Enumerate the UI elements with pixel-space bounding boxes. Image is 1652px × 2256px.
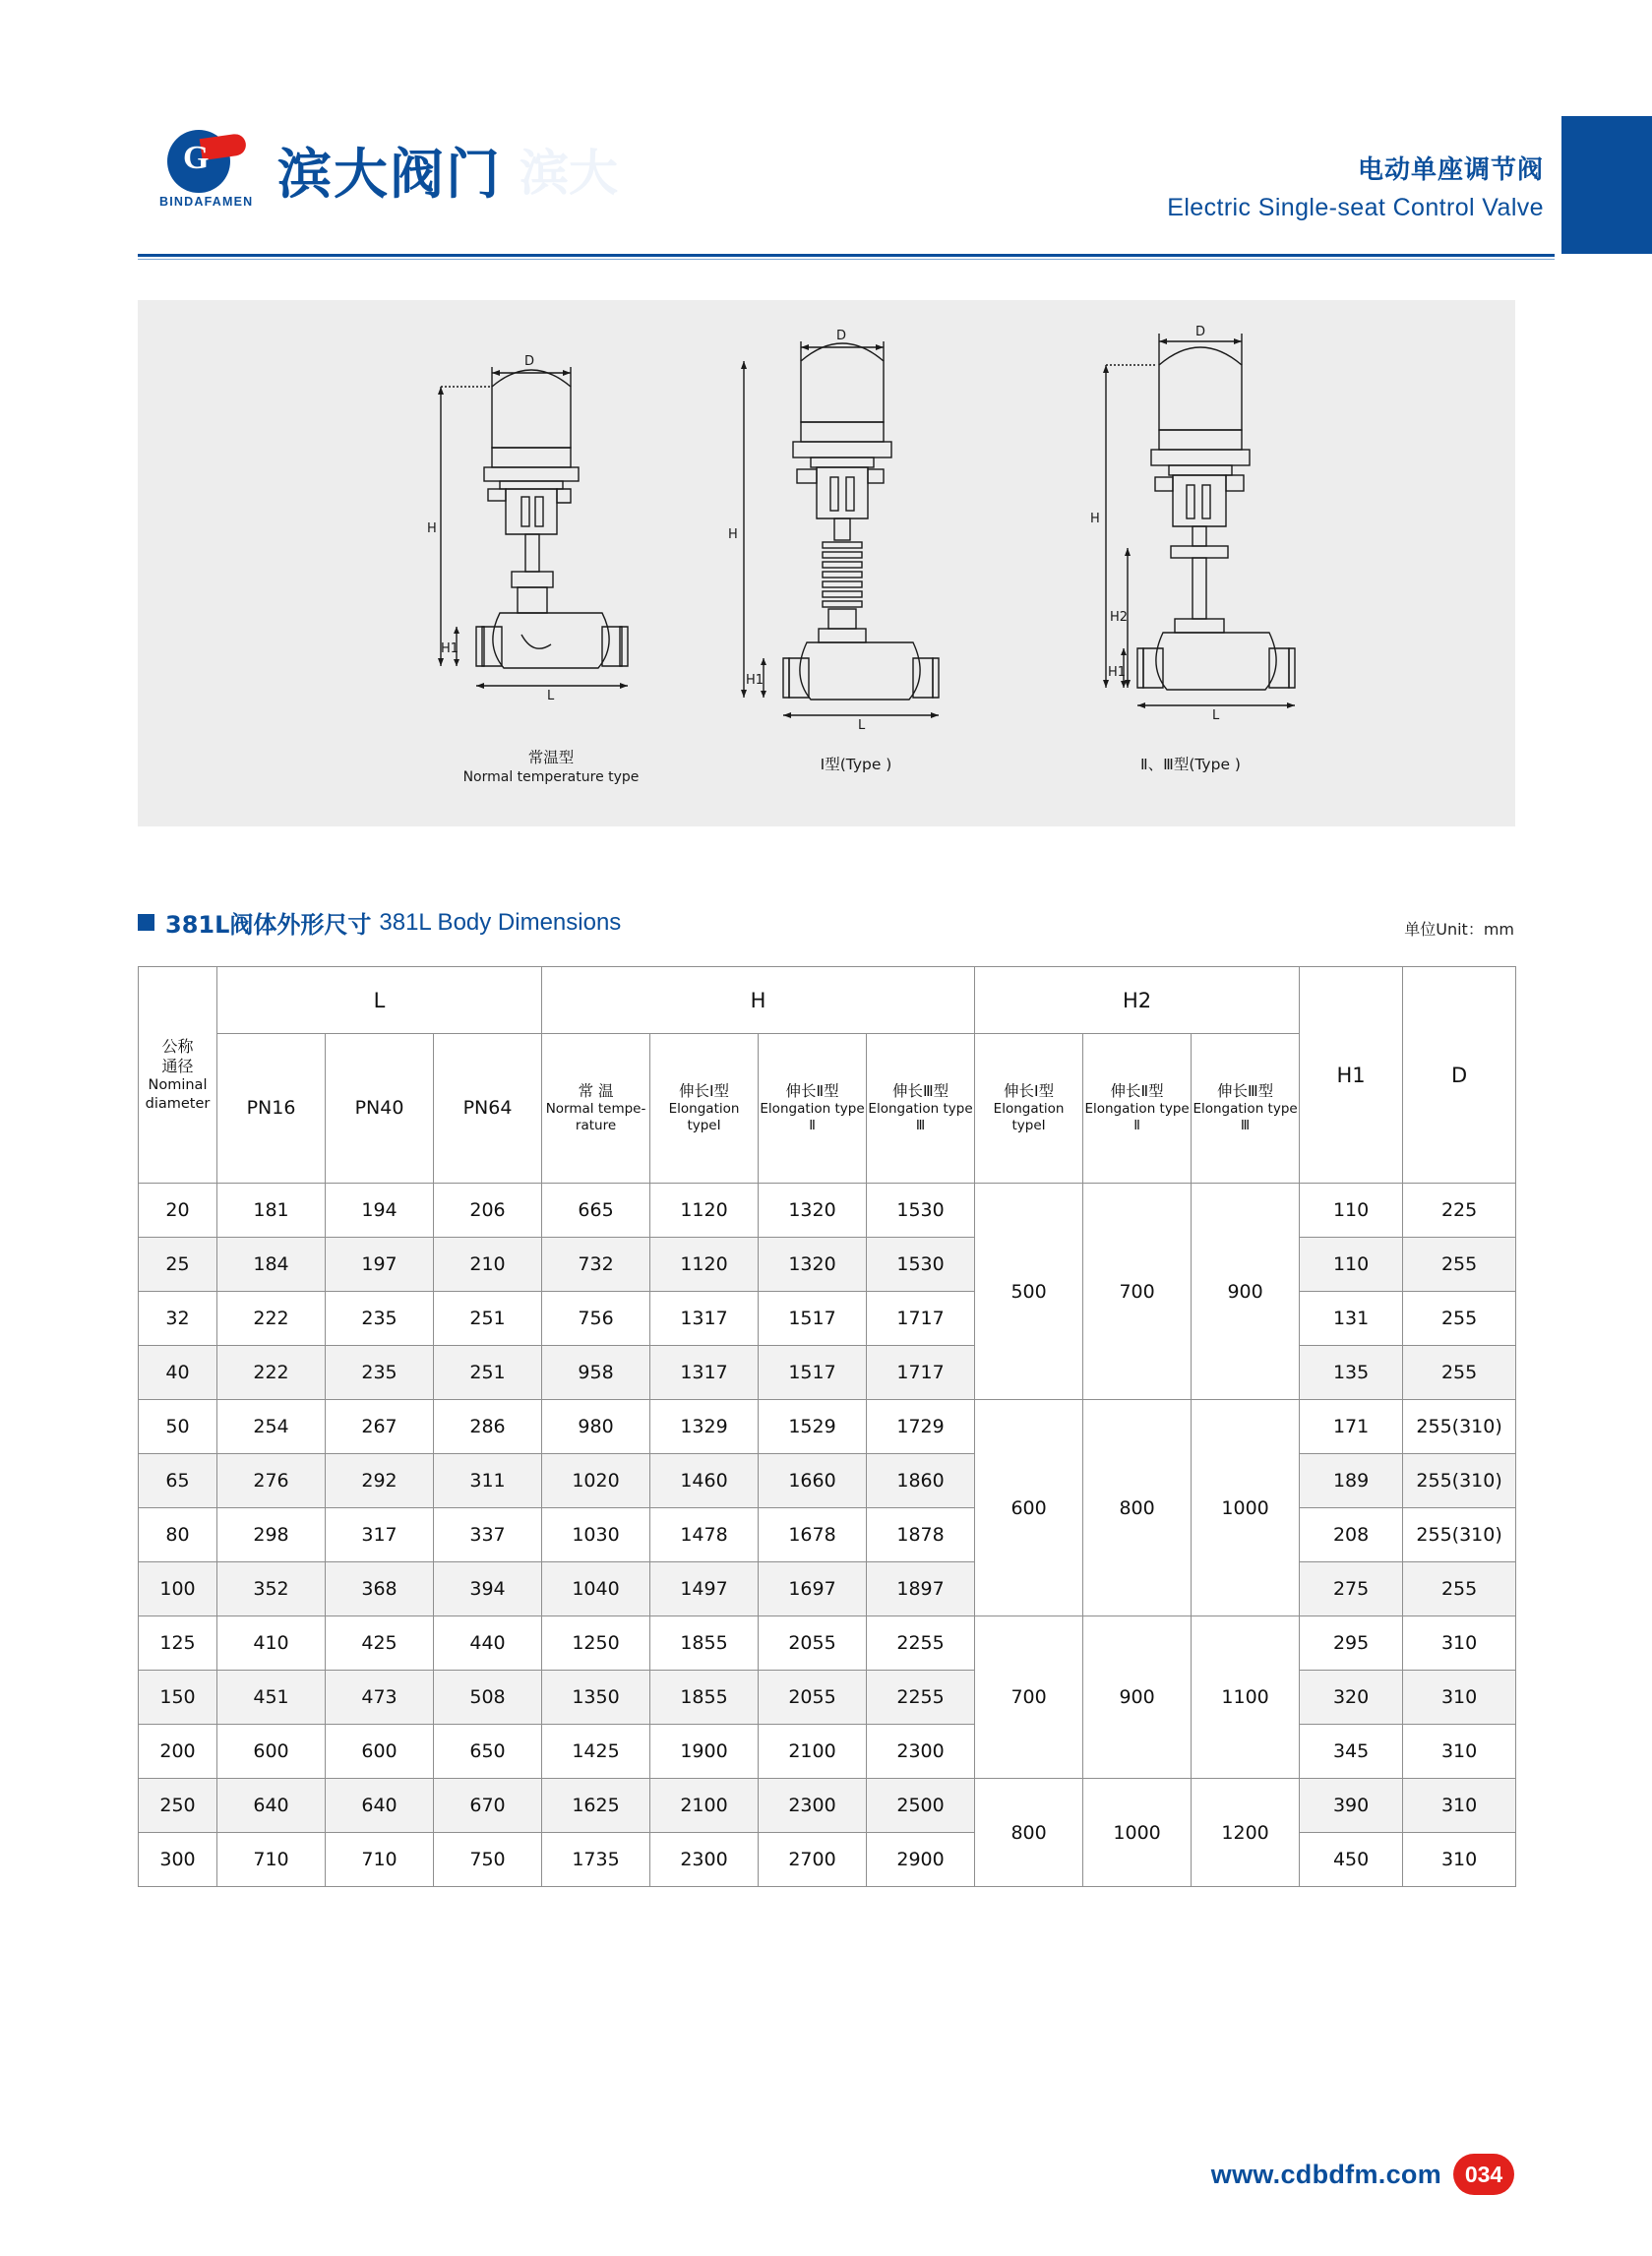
header-h-elong2-cn: 伸长Ⅱ型 [785,1081,839,1100]
cell-nominal-diameter: 32 [139,1292,217,1346]
header-blue-block [1561,116,1652,254]
cell-H-elong3: 2255 [867,1616,975,1671]
header-h-elong2 [759,1034,867,1184]
cell-L-pn40: 317 [326,1508,434,1562]
cell-nominal-diameter: 100 [139,1562,217,1616]
figure-caption-2 [738,755,974,775]
header-h-elong1-en: Elongation typeⅠ [668,1101,740,1134]
cell-H-elong3: 1878 [867,1508,975,1562]
section-title [138,905,621,940]
svg-text:D: D [1195,325,1206,339]
cell-H1: 135 [1300,1346,1403,1400]
cell-H2-elong1: 600 [975,1400,1083,1616]
cell-H-elong3: 1717 [867,1292,975,1346]
cell-H-elong3: 1530 [867,1184,975,1238]
header-group-H2: H2 [975,967,1300,1034]
cell-H2-elong1: 800 [975,1779,1083,1887]
header-nominal-cn2: 通径 [161,1057,194,1076]
cell-H1: 189 [1300,1454,1403,1508]
cell-D: 255 [1403,1292,1516,1346]
page-header [0,0,1652,264]
cell-H-elong1: 1120 [650,1238,759,1292]
cell-H-elong2: 2300 [759,1779,867,1833]
cell-L-pn64: 750 [434,1833,542,1887]
cell-H1: 320 [1300,1671,1403,1725]
header-h-normal-en: Normal tempe-rature [545,1101,646,1134]
cell-L-pn16: 352 [217,1562,326,1616]
cell-L-pn16: 710 [217,1833,326,1887]
cell-L-pn64: 210 [434,1238,542,1292]
table-row [139,1400,1516,1454]
logo-brand-en: BINDAFAMEN [159,195,254,209]
unit-note: 单位Unit：mm [1404,920,1514,939]
cell-nominal-diameter: 200 [139,1725,217,1779]
cell-L-pn40: 368 [326,1562,434,1616]
cell-L-pn64: 206 [434,1184,542,1238]
cell-nominal-diameter: 80 [139,1508,217,1562]
cell-L-pn40: 425 [326,1616,434,1671]
cell-H-elong1: 1120 [650,1184,759,1238]
header-pn40 [326,1034,434,1184]
cell-L-pn40: 640 [326,1779,434,1833]
cell-H1: 110 [1300,1238,1403,1292]
cell-L-pn16: 451 [217,1671,326,1725]
cell-D: 225 [1403,1184,1516,1238]
dimensions-table [138,966,1516,1887]
cell-H-normal: 732 [542,1238,650,1292]
cell-L-pn64: 394 [434,1562,542,1616]
cell-L-pn40: 473 [326,1671,434,1725]
cell-H-elong3: 1897 [867,1562,975,1616]
cell-H2-elong2: 700 [1083,1184,1192,1400]
header-pn40-label: PN40 [354,1096,404,1119]
cell-L-pn40: 267 [326,1400,434,1454]
cell-H2-elong3: 900 [1192,1184,1300,1400]
cell-H1: 171 [1300,1400,1403,1454]
header-h-elong3 [867,1034,975,1184]
cell-H1: 275 [1300,1562,1403,1616]
section-bullet-icon [138,914,154,931]
company-logo [157,126,618,213]
cell-H-elong1: 2100 [650,1779,759,1833]
cell-L-pn64: 337 [434,1508,542,1562]
cell-H-normal: 1735 [542,1833,650,1887]
cell-H-normal: 1020 [542,1454,650,1508]
dimensions-table-body [139,1184,1516,1887]
header-h-elong2-en: Elongation type Ⅱ [760,1101,865,1134]
cell-nominal-diameter: 25 [139,1238,217,1292]
cell-L-pn16: 184 [217,1238,326,1292]
cell-H-elong1: 1855 [650,1671,759,1725]
table-row [139,1508,1516,1562]
cell-H-elong2: 2100 [759,1725,867,1779]
cell-nominal-diameter: 65 [139,1454,217,1508]
header-h-normal [542,1034,650,1184]
cell-H-elong1: 1317 [650,1292,759,1346]
svg-text:H1: H1 [746,673,765,688]
page-footer [1211,2154,1514,2195]
svg-text:H1: H1 [441,641,459,656]
figure-caption-3 [1053,755,1328,775]
cell-H2-elong2: 900 [1083,1616,1192,1779]
cell-L-pn64: 670 [434,1779,542,1833]
header-group-H: H [542,967,975,1034]
table-row [139,1454,1516,1508]
cell-H-normal: 1250 [542,1616,650,1671]
cell-nominal-diameter: 20 [139,1184,217,1238]
header-h-normal-cn: 常 温 [578,1081,614,1100]
cell-L-pn16: 181 [217,1184,326,1238]
table-row [139,1184,1516,1238]
cell-H1: 295 [1300,1616,1403,1671]
header-pn64 [434,1034,542,1184]
cell-L-pn64: 440 [434,1616,542,1671]
cell-H-elong2: 1320 [759,1238,867,1292]
cell-H2-elong2: 1000 [1083,1779,1192,1887]
cell-H-elong1: 1329 [650,1400,759,1454]
cell-L-pn64: 650 [434,1725,542,1779]
figure-caption-1-en: Normal temperature type [462,768,640,785]
cell-H1: 208 [1300,1508,1403,1562]
table-row [139,1346,1516,1400]
cell-D: 310 [1403,1833,1516,1887]
cell-L-pn64: 508 [434,1671,542,1725]
cell-H-elong1: 1478 [650,1508,759,1562]
cell-D: 255 [1403,1562,1516,1616]
cell-H-normal: 1040 [542,1562,650,1616]
cell-H-elong3: 2300 [867,1725,975,1779]
logo-brand-watermark: 滨大 [520,145,619,202]
cell-H-elong2: 2055 [759,1671,867,1725]
cell-H1: 390 [1300,1779,1403,1833]
cell-H-elong2: 1517 [759,1346,867,1400]
header-title [1167,150,1544,222]
cell-H-elong1: 2300 [650,1833,759,1887]
svg-text:L: L [1212,708,1220,723]
cell-L-pn40: 235 [326,1346,434,1400]
cell-L-pn64: 251 [434,1346,542,1400]
cell-D: 255(310) [1403,1508,1516,1562]
header-pn16 [217,1034,326,1184]
table-row [139,1833,1516,1887]
cell-L-pn64: 286 [434,1400,542,1454]
cell-H2-elong3: 1100 [1192,1616,1300,1779]
cell-L-pn40: 235 [326,1292,434,1346]
valve-drawings-svg [138,300,1515,826]
cell-nominal-diameter: 50 [139,1400,217,1454]
cell-H2-elong2: 800 [1083,1400,1192,1616]
cell-H-elong3: 2500 [867,1779,975,1833]
cell-H-elong2: 1320 [759,1184,867,1238]
cell-H1: 450 [1300,1833,1403,1887]
section-title-cn: 381L阀体外形尺寸 [165,911,372,939]
cell-L-pn64: 311 [434,1454,542,1508]
table-row [139,1562,1516,1616]
cell-H2-elong1: 500 [975,1184,1083,1400]
cell-H-elong1: 1855 [650,1616,759,1671]
table-row [139,1671,1516,1725]
cell-H-elong2: 1517 [759,1292,867,1346]
dimensions-table-wrap [138,966,1515,1887]
cell-H-elong2: 2700 [759,1833,867,1887]
table-row [139,1725,1516,1779]
cell-L-pn16: 276 [217,1454,326,1508]
cell-D: 255(310) [1403,1400,1516,1454]
page-number-badge: 034 [1453,2154,1514,2195]
header-h2-elong2-en: Elongation type Ⅱ [1084,1101,1190,1134]
cell-L-pn16: 298 [217,1508,326,1562]
header-h2-elong3-en: Elongation type Ⅲ [1193,1101,1298,1134]
cell-H-elong2: 1660 [759,1454,867,1508]
svg-text:D: D [524,354,535,369]
cell-L-pn16: 222 [217,1346,326,1400]
cell-H-elong1: 1317 [650,1346,759,1400]
cell-nominal-diameter: 40 [139,1346,217,1400]
cell-H-elong2: 1529 [759,1400,867,1454]
header-h2-elong2-cn: 伸长Ⅱ型 [1110,1081,1164,1100]
cell-H-elong2: 1697 [759,1562,867,1616]
cell-H-normal: 1625 [542,1779,650,1833]
figure-caption-1-cn: 常温型 [527,749,575,766]
header-nominal-en1: Nominal [148,1077,208,1094]
cell-L-pn40: 197 [326,1238,434,1292]
table-row [139,1616,1516,1671]
cell-nominal-diameter: 300 [139,1833,217,1887]
cell-L-pn64: 251 [434,1292,542,1346]
cell-H-normal: 1425 [542,1725,650,1779]
cell-H-normal: 958 [542,1346,650,1400]
cell-L-pn40: 194 [326,1184,434,1238]
cell-H-normal: 1030 [542,1508,650,1562]
cell-L-pn40: 710 [326,1833,434,1887]
cell-H-elong2: 2055 [759,1616,867,1671]
logo-mark-icon [157,126,264,213]
header-h2-elong2 [1083,1034,1192,1184]
header-title-en: Electric Single-seat Control Valve [1167,194,1544,221]
header-h2-elong1 [975,1034,1083,1184]
cell-D: 255 [1403,1238,1516,1292]
cell-H-elong3: 1860 [867,1454,975,1508]
cell-H-elong1: 1497 [650,1562,759,1616]
header-nominal-diameter [139,967,217,1184]
cell-nominal-diameter: 250 [139,1779,217,1833]
cell-D: 255(310) [1403,1454,1516,1508]
cell-D: 255 [1403,1346,1516,1400]
header-group-L: L [217,967,542,1034]
svg-text:H: H [427,521,437,536]
header-h-elong1-cn: 伸长Ⅰ型 [678,1081,730,1100]
cell-H-elong1: 1460 [650,1454,759,1508]
figure-caption-2-cn: Ⅰ型(Type ) [820,756,892,773]
header-h-elong3-cn: 伸长Ⅲ型 [891,1081,949,1100]
header-group-D: D [1403,967,1516,1184]
cell-H-normal: 665 [542,1184,650,1238]
header-pn16-label: PN16 [246,1096,296,1119]
cell-L-pn16: 640 [217,1779,326,1833]
svg-text:L: L [547,689,555,703]
header-group-H1: H1 [1300,967,1403,1184]
table-row [139,1238,1516,1292]
cell-L-pn40: 600 [326,1725,434,1779]
table-row [139,1292,1516,1346]
section-title-en: 381L Body Dimensions [379,908,622,936]
header-h2-elong1-cn: 伸长Ⅰ型 [1004,1081,1055,1100]
cell-H-elong3: 1717 [867,1346,975,1400]
cell-nominal-diameter: 125 [139,1616,217,1671]
figure-caption-1 [433,748,669,787]
header-h-elong3-en: Elongation type Ⅲ [868,1101,973,1134]
cell-D: 310 [1403,1616,1516,1671]
header-title-cn: 电动单座调节阀 [1357,155,1544,185]
header-nominal-en2: diameter [145,1095,211,1112]
cell-D: 310 [1403,1779,1516,1833]
cell-D: 310 [1403,1671,1516,1725]
header-nominal-cn1: 公称 [161,1037,194,1057]
cell-H-elong1: 1900 [650,1725,759,1779]
svg-text:H: H [728,527,738,542]
cell-L-pn16: 254 [217,1400,326,1454]
header-divider [138,254,1555,257]
header-h2-elong1-en: Elongation typeⅠ [993,1101,1065,1134]
cell-L-pn16: 222 [217,1292,326,1346]
cell-H-elong2: 1678 [759,1508,867,1562]
logo-letter: G [183,140,210,176]
cell-H2-elong3: 1000 [1192,1400,1300,1616]
cell-H-elong3: 2900 [867,1833,975,1887]
svg-text:H: H [1090,512,1100,526]
header-h-elong1 [650,1034,759,1184]
header-pn64-label: PN64 [462,1096,513,1119]
cell-H-normal: 980 [542,1400,650,1454]
svg-text:D: D [836,329,847,343]
cell-H-normal: 1350 [542,1671,650,1725]
cell-H2-elong3: 1200 [1192,1779,1300,1887]
cell-H-elong3: 2255 [867,1671,975,1725]
cell-H-elong3: 1729 [867,1400,975,1454]
footer-url[interactable]: www.cdbdfm.com [1210,2159,1441,2189]
header-h2-elong3 [1192,1034,1300,1184]
logo-brand-cn: 滨大阀门 [277,142,503,206]
cell-H-normal: 756 [542,1292,650,1346]
cell-D: 310 [1403,1725,1516,1779]
cell-H1: 131 [1300,1292,1403,1346]
cell-L-pn16: 600 [217,1725,326,1779]
cell-L-pn16: 410 [217,1616,326,1671]
cell-H-elong3: 1530 [867,1238,975,1292]
svg-text:L: L [858,718,866,733]
table-row [139,1779,1516,1833]
header-divider-thin [138,259,1555,260]
figure-caption-3-cn: Ⅱ、Ⅲ型(Type ) [1140,756,1241,773]
cell-nominal-diameter: 150 [139,1671,217,1725]
svg-text:H1: H1 [1108,665,1127,680]
cell-H1: 345 [1300,1725,1403,1779]
cell-H1: 110 [1300,1184,1403,1238]
cell-L-pn40: 292 [326,1454,434,1508]
header-h2-elong3-cn: 伸长Ⅲ型 [1216,1081,1274,1100]
cell-H2-elong1: 700 [975,1616,1083,1779]
svg-text:H2: H2 [1110,610,1129,625]
valve-drawings-panel [138,300,1515,826]
